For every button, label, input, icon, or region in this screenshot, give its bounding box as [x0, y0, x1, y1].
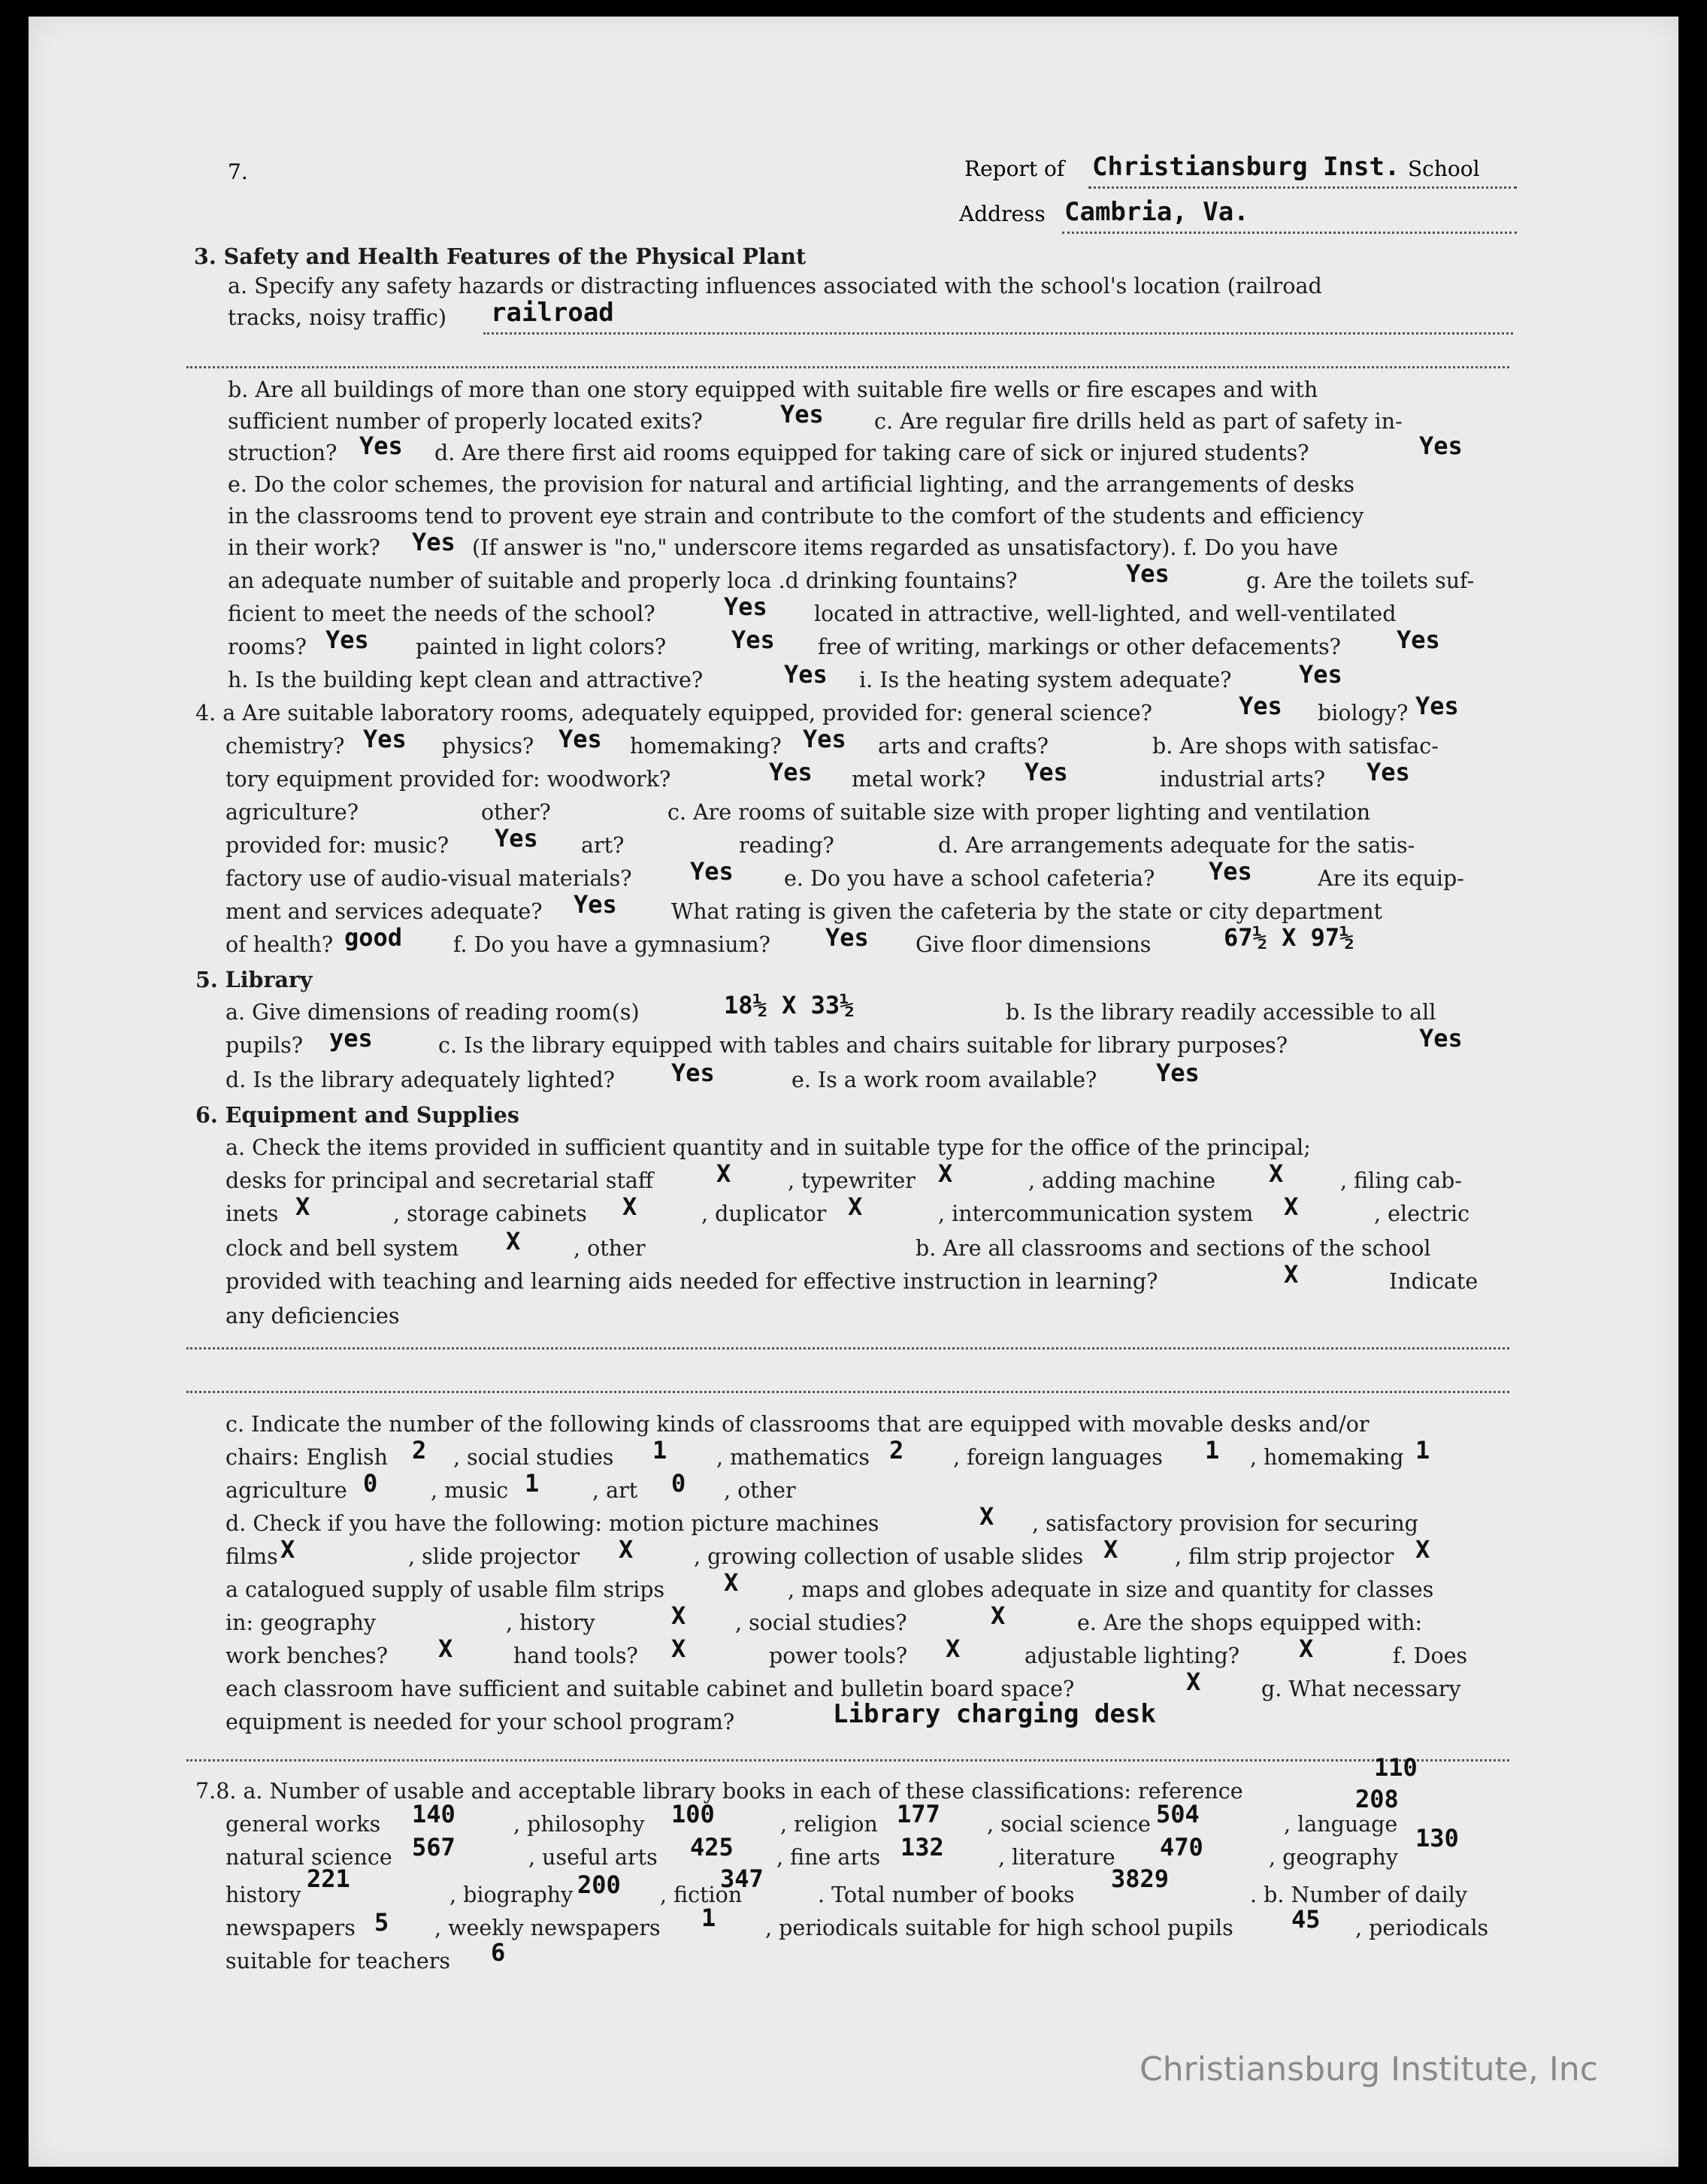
- answer-english: 2: [412, 1436, 427, 1465]
- q78b-weekly-label: , weekly newspapers: [434, 1916, 661, 1940]
- q6a-desks-label: desks for principal and secretarial staff: [225, 1168, 654, 1193]
- answer-toilets-sufficient: Yes: [724, 592, 767, 621]
- answer-geography: 130: [1415, 1824, 1459, 1852]
- answer-agriculture: 0: [363, 1469, 378, 1498]
- q78a-geography-label: , geography: [1269, 1845, 1398, 1870]
- q4f-dimensions-label: Give floor dimensions: [916, 932, 1152, 957]
- q3g-text-3: located in attractive, well-lighted, and well-ventilated: [814, 601, 1397, 626]
- q6b-indicate-label: Indicate: [1389, 1269, 1478, 1294]
- answer-film-strip-projector: X: [1415, 1535, 1430, 1564]
- q3i-text: i. Is the heating system adequate?: [859, 668, 1232, 692]
- q6f-text-2: each classroom have sufficient and suitable cabinet and bulletin board space?: [225, 1677, 1075, 1701]
- q3e-text-3: in their work?: [228, 535, 380, 560]
- answer-teaching-aids: X: [1284, 1260, 1299, 1289]
- q4b-other-label: other?: [481, 800, 551, 825]
- q6d-filmstrip-label: , film strip projector: [1175, 1544, 1394, 1569]
- q6d-history-label: , history: [506, 1610, 595, 1635]
- q6a-typewriter-label: , typewriter: [788, 1168, 916, 1193]
- answer-music: 1: [525, 1469, 540, 1498]
- answer-shop-woodwork: Yes: [769, 758, 813, 786]
- answer-periodicals-teachers: 6: [491, 1938, 506, 1967]
- q6a-other-label: , other: [574, 1236, 646, 1261]
- q6a-electric-label: , electric: [1374, 1201, 1470, 1226]
- q6d-films-provision: , satisfactory provision for securing: [1032, 1511, 1418, 1536]
- q6c-other-label: , other: [724, 1478, 796, 1503]
- answer-health-rating: good: [344, 923, 403, 952]
- q78a-total-label: . Total number of books: [818, 1883, 1075, 1907]
- q78a-language-label: , language: [1284, 1812, 1398, 1837]
- q78a-general-label: general works: [225, 1812, 381, 1837]
- q6c-math-label: , mathematics: [716, 1445, 870, 1470]
- q3g-text: g. Are the toilets suf-: [1246, 568, 1475, 593]
- answer-lab-physics: Yes: [558, 725, 602, 753]
- q3e-text-2: in the classrooms tend to provent eye strain and contribute to the comfort of the students and efficiency: [228, 504, 1364, 529]
- q5e-text: e. Is a work room available?: [791, 1068, 1097, 1092]
- answer-homemaking: 1: [1415, 1436, 1430, 1465]
- q78a-text: 7.8. a. Number of usable and acceptable library books in each of these classifications: reference: [195, 1779, 1243, 1804]
- q6a-filing-label: , filing cab-: [1340, 1168, 1462, 1193]
- q6b-deficiencies-label: any deficiencies: [225, 1304, 400, 1328]
- q3b-text-2: sufficient number of properly located exits?: [228, 409, 703, 434]
- answer-film-strips: X: [724, 1568, 739, 1597]
- section-3-title: 3. Safety and Health Features of the Physical Plant: [194, 244, 807, 269]
- answer-reading-room: 18½ X 33½: [724, 991, 855, 1019]
- answer-language: 208: [1355, 1785, 1399, 1813]
- answer-toilets-free: Yes: [1397, 626, 1440, 654]
- answer-fiction: 347: [720, 1864, 764, 1893]
- answer-cabinet-space: X: [1186, 1668, 1201, 1696]
- q78a-philosophy-label: , philosophy: [513, 1812, 645, 1837]
- answer-power-tools: X: [946, 1634, 961, 1663]
- answer-slides: X: [1103, 1535, 1118, 1564]
- answer-maps-history: X: [671, 1601, 686, 1630]
- answer-cafeteria-adequate: Yes: [574, 890, 617, 919]
- q4f-text: f. Do you have a gymnasium?: [453, 932, 770, 957]
- answer-gymnasium: Yes: [825, 923, 869, 952]
- answer-library-lighted: Yes: [671, 1059, 715, 1087]
- q78a-useful-label: , useful arts: [528, 1845, 658, 1870]
- q78a-biography-label: , biography: [449, 1883, 574, 1907]
- answer-philosophy: 100: [671, 1800, 715, 1828]
- answer-hand-tools: X: [671, 1634, 686, 1663]
- address-value: Cambria, Va.: [1064, 197, 1249, 227]
- answer-shop-metal: Yes: [1025, 758, 1068, 786]
- answer-periodicals-pupils: 45: [1291, 1905, 1321, 1934]
- answer-reference: 110: [1374, 1753, 1418, 1782]
- q6d-maps-label: , maps and globes adequate in size and quantity for classes: [788, 1577, 1434, 1602]
- q4b-metal-label: metal work?: [852, 767, 986, 792]
- q4b-text-2: tory equipment provided for: woodwork?: [225, 767, 671, 792]
- q4c-reading-label: reading?: [739, 833, 834, 858]
- answer-desks: X: [716, 1159, 731, 1188]
- q6c-homemaking-label: , homemaking: [1250, 1445, 1404, 1470]
- q5b-pupils-label: pupils?: [225, 1033, 303, 1058]
- q6d-text: d. Check if you have the following: motion picture machines: [225, 1511, 879, 1536]
- q78a-literature-label: , literature: [998, 1845, 1115, 1870]
- answer-weekly-newspapers: 1: [701, 1904, 716, 1932]
- q6c-art-label: , art: [592, 1478, 638, 1503]
- answer-building-clean: Yes: [784, 660, 828, 689]
- answer-lab-general-science: Yes: [1239, 692, 1282, 720]
- q6e-handtools-label: hand tools?: [513, 1643, 638, 1668]
- answer-mathematics: 2: [889, 1436, 904, 1465]
- q3g-painted-label: painted in light colors?: [416, 635, 667, 659]
- q4d-text-2: factory use of audio-visual materials?: [225, 866, 632, 891]
- q6g-text-2: equipment is needed for your school program?: [225, 1710, 735, 1734]
- q4c-text: c. Are rooms of suitable size with proper lighting and ventilation: [667, 800, 1371, 825]
- q4d-text: d. Are arrangements adequate for the satis-: [938, 833, 1415, 858]
- answer-needed-equipment: Library charging desk: [833, 1699, 1156, 1729]
- q5c-text: c. Is the library equipped with tables and chairs suitable for library purposes?: [438, 1033, 1288, 1058]
- q4e-text: e. Do you have a school cafeteria?: [784, 866, 1155, 891]
- answer-religion: 177: [897, 1800, 940, 1828]
- answer-duplicator: X: [848, 1192, 863, 1221]
- answer-cafeteria: Yes: [1209, 857, 1252, 886]
- q4b-industrial-label: industrial arts?: [1160, 767, 1326, 792]
- q6c-music-label: , music: [431, 1478, 509, 1503]
- q3f-text-2: an adequate number of suitable and properly loca .d drinking fountains?: [228, 568, 1018, 593]
- answer-library-furniture: Yes: [1419, 1024, 1463, 1053]
- answer-motion-picture: X: [979, 1502, 994, 1531]
- q4a-text: 4. a Are suitable laboratory rooms, adequately equipped, provided for: general science?: [195, 701, 1152, 725]
- answer-room-music: Yes: [495, 824, 538, 853]
- answer-audio-visual: Yes: [690, 857, 734, 886]
- answer-maps-social: X: [991, 1601, 1006, 1630]
- q3d-text: d. Are there first aid rooms equipped for taking care of sick or injured students?: [434, 441, 1309, 465]
- answer-clock-bell: X: [506, 1227, 521, 1256]
- answer-fire-drills: Yes: [359, 432, 403, 460]
- q78b-periodicals-2: , periodicals: [1355, 1916, 1489, 1940]
- answer-adding-machine: X: [1269, 1159, 1284, 1188]
- q3c-text: c. Are regular fire drills held as part of safety in-: [874, 409, 1403, 434]
- answer-fountains: Yes: [1126, 559, 1170, 588]
- answer-slide-projector: X: [619, 1535, 634, 1564]
- q6c-text: c. Indicate the number of the following kinds of classrooms that are equipped with movable desks and/or: [225, 1412, 1370, 1437]
- answer-biography: 200: [577, 1870, 621, 1899]
- school-label: School: [1408, 156, 1480, 181]
- q4a-arts-label: arts and crafts?: [878, 734, 1049, 759]
- q6e-lighting-label: adjustable lighting?: [1025, 1643, 1240, 1668]
- q4c-music-label: provided for: music?: [225, 833, 449, 858]
- q3g-free-label: free of writing, markings or other defacements?: [818, 635, 1341, 659]
- answer-social-studies: 1: [652, 1436, 667, 1465]
- answer-filing-cabinets: X: [295, 1192, 310, 1221]
- answer-library-accessible: yes: [329, 1024, 373, 1053]
- answer-hazards: railroad: [491, 298, 614, 328]
- q6e-powertools-label: power tools?: [769, 1643, 908, 1668]
- answer-fine-arts: 132: [900, 1833, 944, 1861]
- q6a-inets-label: inets: [225, 1201, 279, 1226]
- answer-history: 221: [307, 1864, 350, 1893]
- q4a-chemistry-label: chemistry?: [225, 734, 345, 759]
- q6e-benches-label: work benches?: [225, 1643, 389, 1668]
- q6c-agriculture-label: agriculture: [225, 1478, 347, 1503]
- answer-total-books: 3829: [1111, 1864, 1170, 1893]
- q6b-text: b. Are all classrooms and sections of the school: [916, 1236, 1431, 1261]
- q78a-fine-label: , fine arts: [776, 1845, 881, 1870]
- q4b-agriculture-label: agriculture?: [225, 800, 359, 825]
- answer-intercom: X: [1284, 1192, 1299, 1221]
- q4a-physics-label: physics?: [442, 734, 534, 759]
- answer-toilets-painted: Yes: [731, 626, 775, 654]
- school-name: Christiansburg Inst.: [1092, 152, 1400, 182]
- q3g-rooms-label: rooms?: [228, 635, 307, 659]
- q78a-religion-label: , religion: [780, 1812, 878, 1837]
- answer-shop-industrial: Yes: [1367, 758, 1410, 786]
- answer-work-room: Yes: [1156, 1059, 1200, 1087]
- q4e-health-label: of health?: [225, 932, 334, 957]
- q5b-text: b. Is the library readily accessible to all: [1006, 1000, 1436, 1025]
- q78a-natural-label: natural science: [225, 1845, 392, 1870]
- answer-typewriter: X: [938, 1159, 953, 1188]
- q4a-homemaking-label: homemaking?: [630, 734, 782, 759]
- q6a-intercom-label: , intercommunication system: [938, 1201, 1254, 1226]
- address-label: Address: [959, 201, 1046, 226]
- q78b-daily-label: newspapers: [225, 1916, 356, 1940]
- answer-foreign-languages: 1: [1205, 1436, 1220, 1465]
- q3g-text-2: ficient to meet the needs of the school?: [228, 601, 655, 626]
- q78b-teachers-label: suitable for teachers: [225, 1949, 450, 1973]
- answer-daily-newspapers: 5: [374, 1908, 389, 1937]
- q6a-adding-label: , adding machine: [1028, 1168, 1216, 1193]
- answer-lab-biology: Yes: [1415, 692, 1459, 720]
- q6a-clock-label: clock and bell system: [225, 1236, 459, 1261]
- answer-exits: Yes: [780, 400, 824, 429]
- answer-useful-arts: 425: [690, 1833, 734, 1861]
- answer-gym-dimensions: 67½ X 97½: [1224, 923, 1354, 952]
- answer-heating: Yes: [1299, 660, 1342, 689]
- q78b-text: . b. Number of daily: [1250, 1883, 1467, 1907]
- q4b-text: b. Are shops with satisfac-: [1152, 734, 1439, 759]
- q6b-text-2: provided with teaching and learning aids needed for effective instruction in learning?: [225, 1269, 1158, 1294]
- answer-lab-chemistry: Yes: [363, 725, 407, 753]
- q3b-text: b. Are all buildings of more than one story equipped with suitable fire wells or fire escapes and with: [228, 377, 1318, 402]
- q6d-geography-label: in: geography: [225, 1610, 376, 1635]
- report-of-label: Report of: [964, 156, 1065, 181]
- answer-general-works: 140: [412, 1800, 456, 1828]
- q3e-text: e. Do the color schemes, the provision for natural and artificial lighting, and the arrangements of desks: [228, 472, 1354, 497]
- q78a-fiction-label: , fiction: [660, 1883, 743, 1907]
- q4e-text-3: ment and services adequate?: [225, 899, 543, 924]
- q6f-text: f. Does: [1393, 1643, 1468, 1668]
- q4a-biology-label: biology?: [1318, 701, 1409, 725]
- q6d-social-label: , social studies?: [735, 1610, 907, 1635]
- q78a-history-label: history: [225, 1883, 301, 1907]
- answer-films: X: [280, 1535, 295, 1564]
- answer-social-science: 504: [1156, 1800, 1200, 1828]
- answer-work-benches: X: [438, 1634, 453, 1663]
- q6a-text: a. Check the items provided in sufficient quantity and in suitable type for the office of the principal;: [225, 1135, 1311, 1160]
- q3a-text: a. Specify any safety hazards or distracting influences associated with the school's location (railroad: [228, 274, 1322, 298]
- q6g-text: g. What necessary: [1261, 1677, 1461, 1701]
- q6d-slides-label: , growing collection of usable slides: [694, 1544, 1084, 1569]
- q6c-foreign-label: , foreign languages: [953, 1445, 1163, 1470]
- q3a-text-2: tracks, noisy traffic): [228, 305, 446, 330]
- q4e-text-2: Are its equip-: [1318, 866, 1464, 891]
- form-page: [29, 17, 1678, 2167]
- q5d-text: d. Is the library adequately lighted?: [225, 1068, 615, 1092]
- q4c-art-label: art?: [581, 833, 625, 858]
- answer-natural-science: 567: [412, 1833, 456, 1861]
- answer-literature: 470: [1160, 1833, 1203, 1861]
- answer-adjustable-lighting: X: [1299, 1634, 1314, 1663]
- q78a-social-label: , social science: [987, 1812, 1151, 1837]
- page-number: 7.: [228, 159, 248, 184]
- q6d-slide-label: , slide projector: [408, 1544, 580, 1569]
- watermark: Christiansburg Institute, Inc: [1140, 2050, 1598, 2089]
- answer-first-aid: Yes: [1419, 432, 1463, 460]
- answer-art: 0: [671, 1469, 686, 1498]
- answer-eye-strain: Yes: [412, 528, 456, 556]
- q5a-text: a. Give dimensions of reading room(s): [225, 1000, 640, 1025]
- q3f-text: (If answer is "no," underscore items regarded as unsatisfactory). f. Do you have: [472, 535, 1339, 560]
- q6c-english-label: chairs: English: [225, 1445, 388, 1470]
- q6a-duplicator-label: , duplicator: [701, 1201, 827, 1226]
- answer-toilets-located: Yes: [325, 626, 369, 654]
- q6d-filmstrips-label: a catalogued supply of usable film strips: [225, 1577, 665, 1602]
- answer-lab-homemaking: Yes: [803, 725, 846, 753]
- q6d-films-label: films: [225, 1544, 278, 1569]
- q3c-text-2: struction?: [228, 441, 337, 465]
- q6c-social-label: , social studies: [453, 1445, 614, 1470]
- q6a-storage-label: , storage cabinets: [393, 1201, 587, 1226]
- section-5-title: 5. Library: [195, 967, 313, 992]
- q78b-periodicals-label: , periodicals suitable for high school pupils: [765, 1916, 1233, 1940]
- section-6-title: 6. Equipment and Supplies: [195, 1102, 519, 1128]
- answer-storage-cabinets: X: [622, 1192, 637, 1221]
- q6e-text: e. Are the shops equipped with:: [1077, 1610, 1423, 1635]
- q3h-text: h. Is the building kept clean and attractive?: [228, 668, 704, 692]
- q4e-text-4: What rating is given the cafeteria by the state or city department: [671, 899, 1382, 924]
